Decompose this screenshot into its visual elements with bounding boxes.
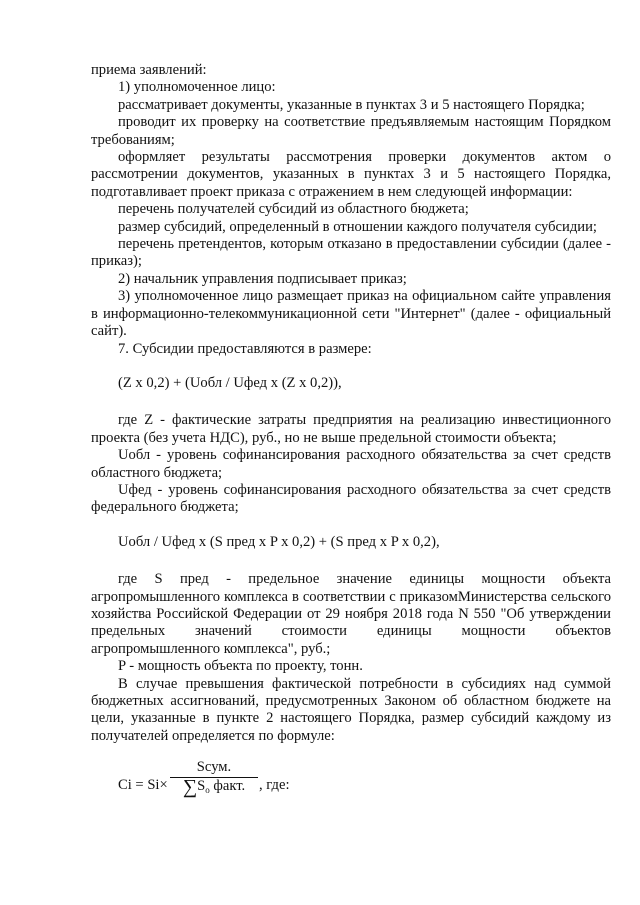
formula-3-tail: , где: (259, 777, 290, 794)
paragraph-item-3: 3) уполномоченное лицо размещает приказ на официальном сайте управления в информационно-телекоммуникационной сети "Интернет" (далее - официальный сайт). (91, 288, 611, 340)
formula-3 (91, 759, 611, 819)
paragraph-rejected-list: перечень претендентов, которым отказано в предоставлении субсидии (далее - приказ); (91, 236, 611, 270)
paragraph-continuation: приема заявлений: (91, 62, 207, 78)
document-body (91, 62, 611, 819)
definition-s-pred: где S пред - предельное значение единицы мощности объекта агропромышленного комплекса в соответствии с приказомМинистерства сельского хозяйства Российской Федерации от 29 ноября 2018 года N 550 "Об утверждении предельных значений стоимости единицы мощности объектов агропромышленного комплекса", руб.; (91, 571, 611, 657)
formula-1: (Z x 0,2) + (Uобл / Uфед x (Z x 0,2)), (118, 374, 342, 391)
formula-3-numerator: Sсум. (196, 759, 232, 776)
paragraph-clause-7: 7. Субсидии предоставляются в размере: (118, 340, 372, 357)
paragraph-item-2: 2) начальник управления подписывает приказ; (118, 270, 407, 287)
formula-3-lhs: Ci = Si× (118, 777, 168, 794)
sigma-symbol: ∑ (182, 776, 198, 799)
paragraph-draws-up-act: оформляет результаты рассмотрения проверки документов актом о рассмотрении документов, указанных в пунктах 3 и 5 настоящего Порядка, подготавливает проект приказа с отражением в нем следующей информации: (91, 149, 611, 200)
paragraph-excess-demand: В случае превышения фактической потребности в субсидиях над суммой бюджетных ассигнований, предусмотренных Законом об областном бюджете на цели, указанные в пункте 2 настоящего Порядка, размер субсидий каждому из получателей определяется по формуле: (91, 675, 611, 744)
paragraph-item-1: 1) уполномоченное лицо: (118, 79, 276, 96)
paragraph-reviews-documents: рассматривает документы, указанные в пунктах 3 и 5 настоящего Порядка; (118, 96, 585, 113)
definition-z: где Z - фактические затраты предприятия на реализацию инвестиционного проекта (без учета НДС), руб., но не выше предельной стоимости объекта; (91, 412, 611, 446)
definition-u-obl: Uобл - уровень софинансирования расходного обязательства за счет средств областного бюджета; (91, 447, 611, 481)
definition-u-fed: Uфед - уровень софинансирования расходного обязательства за счет средств федерального бюджета; (91, 481, 611, 516)
paragraph-recipients-list: перечень получателей субсидий из областного бюджета; (118, 201, 469, 218)
definition-p: P - мощность объекта по проекту, тонн. (118, 658, 363, 675)
formula-2: Uобл / Uфед x (S пред x P x 0,2) + (S пред x P x 0,2), (118, 533, 440, 550)
formula-3-fraction (170, 759, 258, 799)
formula-3-denominator: $\sum S_o$ факт. (182, 776, 246, 799)
paragraph-subsidy-amount: размер субсидий, определенный в отношении каждого получателя субсидии; (118, 218, 597, 235)
paragraph-checks-documents: проводит их проверку на соответствие предъявляемым настоящим Порядком требованиям; (91, 114, 611, 148)
